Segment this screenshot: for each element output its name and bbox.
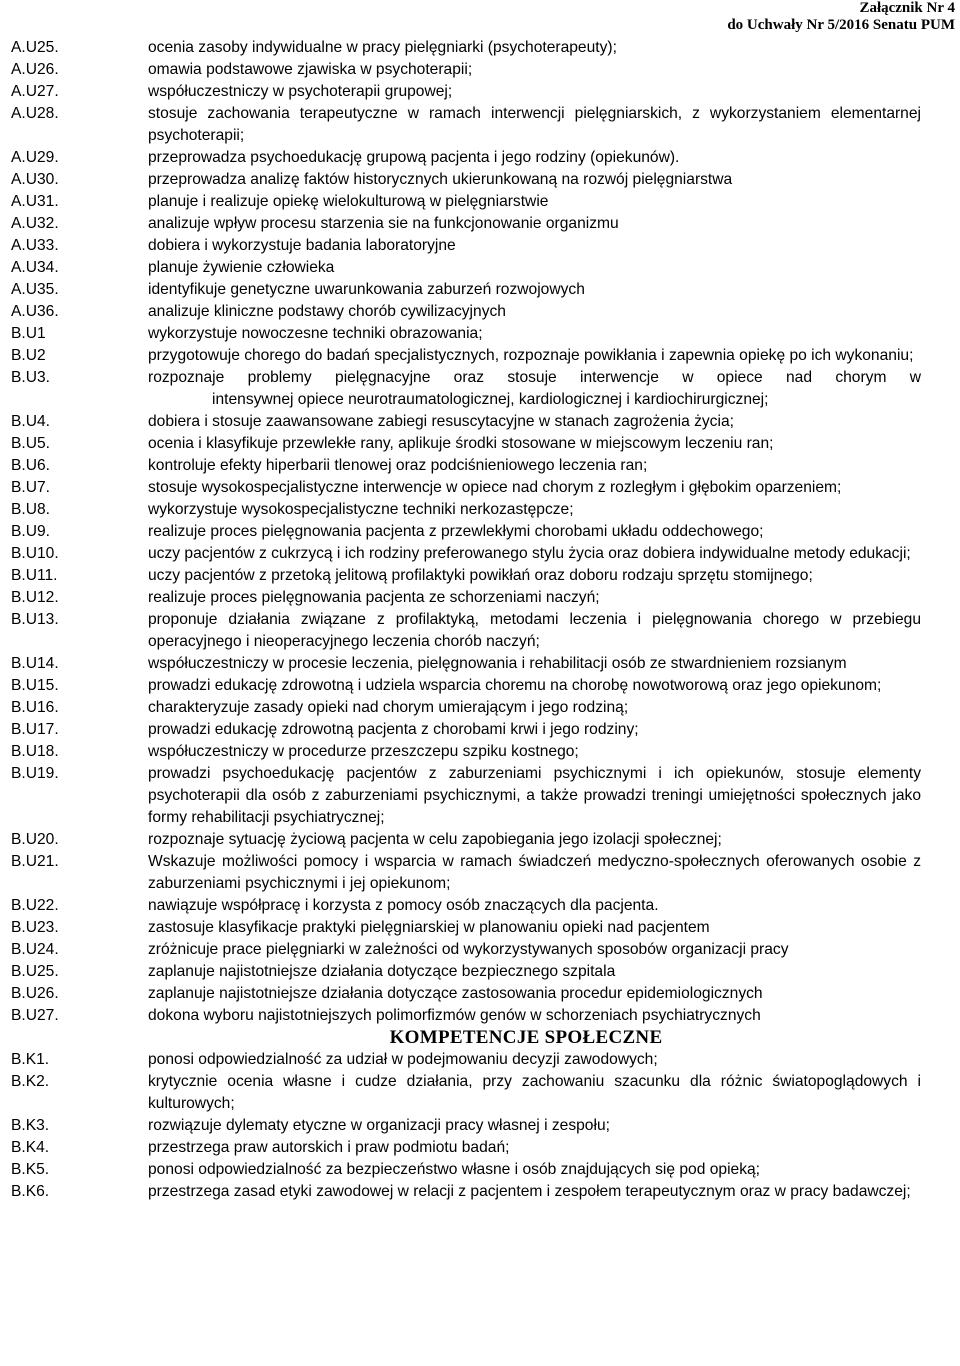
outcome-text: przeprowadza psychoedukację grupową pacjenta i jego rodziny (opiekunów). xyxy=(148,149,680,166)
outcome-code: A.U34. xyxy=(11,259,59,276)
outcome-code: B.U23. xyxy=(11,919,59,936)
outcome-text: krytycznie ocenia własne i cudze działania, przy zachowaniu szacunku dla różnic światopoglądowych i kulturowych; xyxy=(148,1073,921,1112)
outcome-code: B.U22. xyxy=(11,897,59,914)
list-item xyxy=(11,961,921,983)
section-title-social-competences: KOMPETENCJE SPOŁECZNE xyxy=(389,1027,663,1048)
outcome-code: B.U13. xyxy=(11,611,59,628)
outcome-text: planuje i realizuje opiekę wielokulturową w pielęgniarstwie xyxy=(148,193,549,210)
outcome-code: A.U30. xyxy=(11,171,59,188)
outcome-text: analizuje kliniczne podstawy chorób cywilizacyjnych xyxy=(148,303,506,320)
list-item xyxy=(11,1049,921,1071)
outcome-code: B.U19. xyxy=(11,765,59,782)
list-item xyxy=(11,345,921,367)
list-item xyxy=(11,895,921,917)
list-item xyxy=(11,1159,921,1181)
list-item xyxy=(11,301,921,323)
list-item xyxy=(11,433,921,455)
list-item xyxy=(11,697,921,719)
list-item xyxy=(11,235,921,257)
outcome-text: charakteryzuje zasady opieki nad chorym umierającym i jego rodziną; xyxy=(148,699,629,716)
outcome-code: A.U25. xyxy=(11,39,59,56)
header-resolution-label: do Uchwały Nr 5/2016 Senatu PUM xyxy=(727,17,955,33)
outcome-text: stosuje zachowania terapeutyczne w ramach interwencji pielęgniarskich, z wykorzystaniem elementarnej psychoterapii; xyxy=(148,105,921,144)
outcome-text: przygotowuje chorego do badań specjalistycznych, rozpoznaje powikłania i zapewnia opiekę po ich wykonaniu; xyxy=(148,347,914,364)
outcome-code: A.U29. xyxy=(11,149,59,166)
outcome-text: analizuje wpływ procesu starzenia sie na funkcjonowanie organizmu xyxy=(148,215,619,232)
outcome-code: B.U18. xyxy=(11,743,59,760)
list-item xyxy=(11,719,921,741)
list-item xyxy=(11,169,921,191)
outcome-text: zastosuje klasyfikacje praktyki pielęgniarskiej w planowaniu opieki nad pacjentem xyxy=(148,919,710,936)
list-item xyxy=(11,279,921,301)
outcome-text: ponosi odpowiedzialność za udział w podejmowaniu decyzji zawodowych; xyxy=(148,1051,658,1068)
outcome-text: przestrzega praw autorskich i praw podmiotu badań; xyxy=(148,1139,510,1156)
outcome-code: B.U21. xyxy=(11,853,59,870)
outcome-code: B.U20. xyxy=(11,831,59,848)
list-item xyxy=(11,323,921,345)
outcome-code: B.U6. xyxy=(11,457,50,474)
outcome-code: A.U26. xyxy=(11,61,59,78)
outcome-text: nawiązuje współpracę i korzysta z pomocy osób znaczących dla pacjenta. xyxy=(148,897,659,914)
list-item xyxy=(11,367,921,411)
outcome-text: proponuje działania związane z profilaktyką, metodami leczenia i pielęgnowania chorego w przebiegu operacyjnego i nieoperacyjnego leczenia chorób naczyń; xyxy=(148,611,921,650)
list-item xyxy=(11,81,921,103)
outcome-text: współuczestniczy w procesie leczenia, pielęgnowania i rehabilitacji osób ze stwardnieniem rozsianym xyxy=(148,655,847,672)
outcome-text: omawia podstawowe zjawiska w psychoterapii; xyxy=(148,61,473,78)
outcome-code: B.U17. xyxy=(11,721,59,738)
outcome-text-continued: intensywnej opiece neurotraumatologicznej, kardiologicznej i kardiochirurgicznej; xyxy=(212,391,769,408)
outcome-code: A.U27. xyxy=(11,83,59,100)
outcome-code: A.U33. xyxy=(11,237,59,254)
list-item xyxy=(11,565,921,587)
list-item xyxy=(11,257,921,279)
outcome-text: zróżnicuje prace pielęgniarki w zależności od wykorzystywanych sposobów organizacji pracy xyxy=(148,941,789,958)
outcome-text: dobiera i wykorzystuje badania laboratoryjne xyxy=(148,237,456,254)
outcome-text: planuje żywienie człowieka xyxy=(148,259,335,276)
list-item xyxy=(11,1115,921,1137)
header-annex-label: Załącznik Nr 4 xyxy=(859,0,955,16)
outcome-text: Wskazuje możliwości pomocy i wsparcia w ramach świadczeń medyczno-społecznych oferowanych osobie z zaburzeniami psychicznymi i jej opiekunom; xyxy=(148,853,921,892)
outcome-code: B.U3. xyxy=(11,369,50,386)
outcome-code: B.U24. xyxy=(11,941,59,958)
outcome-text: realizuje proces pielęgnowania pacjenta ze schorzeniami naczyń; xyxy=(148,589,600,606)
outcome-text: przestrzega zasad etyki zawodowej w relacji z pacjentem i zespołem terapeutycznym oraz w pracy badawczej; xyxy=(148,1183,911,1200)
outcome-code: B.U26. xyxy=(11,985,59,1002)
outcome-text: kontroluje efekty hiperbarii tlenowej oraz podciśnieniowego leczenia ran; xyxy=(148,457,648,474)
list-item xyxy=(11,521,921,543)
outcome-text: współuczestniczy w psychoterapii grupowej; xyxy=(148,83,453,100)
list-item xyxy=(11,1005,921,1027)
outcome-code: A.U32. xyxy=(11,215,59,232)
outcome-code: B.U14. xyxy=(11,655,59,672)
list-item xyxy=(11,543,921,565)
outcome-code: B.U16. xyxy=(11,699,59,716)
outcome-text: ponosi odpowiedzialność za bezpieczeństwo własne i osób znajdujących się pod opieką; xyxy=(148,1161,761,1178)
outcome-code: B.K4. xyxy=(11,1139,50,1156)
list-item xyxy=(11,191,921,213)
outcome-code: B.U25. xyxy=(11,963,59,980)
list-item xyxy=(11,1137,921,1159)
outcome-code: A.U36. xyxy=(11,303,59,320)
outcome-text: uczy pacjentów z cukrzycą i ich rodziny preferowanego stylu życia oraz dobiera indywidualne metody edukacji; xyxy=(148,545,911,562)
list-item xyxy=(11,983,921,1005)
list-item xyxy=(11,851,921,895)
outcome-code: B.U9. xyxy=(11,523,50,540)
learning-outcomes-list xyxy=(11,37,921,1203)
list-item xyxy=(11,653,921,675)
outcome-code: A.U28. xyxy=(11,105,59,122)
outcome-code: B.U10. xyxy=(11,545,59,562)
outcome-text: współuczestniczy w procedurze przeszczepu szpiku kostnego; xyxy=(148,743,579,760)
outcome-code: B.U12. xyxy=(11,589,59,606)
list-item xyxy=(11,455,921,477)
outcome-text: rozwiązuje dylematy etyczne w organizacji pracy własnej i zespołu; xyxy=(148,1117,610,1134)
outcome-code: B.U2 xyxy=(11,347,46,364)
outcome-code: B.U7. xyxy=(11,479,50,496)
list-item xyxy=(11,499,921,521)
outcome-code: A.U35. xyxy=(11,281,59,298)
outcome-code: B.U8. xyxy=(11,501,50,518)
outcome-code: B.U11. xyxy=(11,567,58,584)
list-item xyxy=(11,675,921,697)
outcome-text: uczy pacjentów z przetoką jelitową profilaktyki powikłań oraz doboru rodzaju sprzętu stomijnego; xyxy=(148,567,813,584)
outcome-code: A.U31. xyxy=(11,193,59,210)
document-header xyxy=(727,0,955,34)
outcome-text: ocenia i klasyfikuje przewlekłe rany, aplikuje środki stosowane w miejscowym leczeniu ran; xyxy=(148,435,774,452)
outcome-text: prowadzi edukację zdrowotną i udziela wsparcia choremu na chorobę nowotworową oraz jego opiekunom; xyxy=(148,677,882,694)
outcome-code: B.U1 xyxy=(11,325,46,342)
outcome-text: stosuje wysokospecjalistyczne interwencje w opiece nad chorym z rozległym i głębokim oparzeniem; xyxy=(148,479,842,496)
list-item xyxy=(11,829,921,851)
outcome-text: zaplanuje najistotniejsze działania dotyczące zastosowania procedur epidemiologicznych xyxy=(148,985,763,1002)
outcome-code: B.K5. xyxy=(11,1161,50,1178)
list-item xyxy=(11,411,921,433)
outcome-code: B.K6. xyxy=(11,1183,50,1200)
list-item xyxy=(11,587,921,609)
list-item xyxy=(11,741,921,763)
outcome-code: B.U27. xyxy=(11,1007,59,1024)
list-item xyxy=(11,103,921,147)
list-item xyxy=(11,1181,921,1203)
list-item xyxy=(11,59,921,81)
list-item xyxy=(11,147,921,169)
outcome-code: B.U15. xyxy=(11,677,59,694)
outcome-text: przeprowadza analizę faktów historycznych ukierunkowaną na rozwój pielęgniarstwa xyxy=(148,171,733,188)
outcome-code: B.U5. xyxy=(11,435,50,452)
list-item xyxy=(11,213,921,235)
outcome-code: B.K3. xyxy=(11,1117,50,1134)
outcome-code: B.K2. xyxy=(11,1073,50,1090)
outcome-text: zaplanuje najistotniejsze działania dotyczące bezpiecznego szpitala xyxy=(148,963,616,980)
list-item xyxy=(11,477,921,499)
list-item xyxy=(11,763,921,829)
outcome-text: dobiera i stosuje zaawansowane zabiegi resuscytacyjne w stanach zagrożenia życia; xyxy=(148,413,734,430)
outcome-text: rozpoznaje sytuację życiową pacjenta w celu zapobiegania jego izolacji społecznej; xyxy=(148,831,722,848)
list-item xyxy=(11,917,921,939)
outcome-text: wykorzystuje nowoczesne techniki obrazowania; xyxy=(148,325,483,342)
list-item xyxy=(11,37,921,59)
list-item xyxy=(11,609,921,653)
list-item xyxy=(11,939,921,961)
outcome-text: rozpoznaje problemy pielęgnacyjne oraz stosuje interwencje w opiece nad chorym w xyxy=(148,369,921,386)
outcome-text: identyfikuje genetyczne uwarunkowania zaburzeń rozwojowych xyxy=(148,281,585,298)
outcome-code: B.K1. xyxy=(11,1051,50,1068)
outcome-text: ocenia zasoby indywidualne w pracy pielęgniarki (psychoterapeuty); xyxy=(148,39,617,56)
outcome-text: realizuje proces pielęgnowania pacjenta z przewlekłymi chorobami układu oddechowego; xyxy=(148,523,764,540)
outcome-text: wykorzystuje wysokospecjalistyczne techniki nerkozastępcze; xyxy=(148,501,574,518)
outcome-code: B.U4. xyxy=(11,413,50,430)
outcome-text: dokona wyboru najistotniejszych polimorfizmów genów w schorzeniach psychiatrycznych xyxy=(148,1007,761,1024)
outcome-text: prowadzi edukację zdrowotną pacjenta z chorobami krwi i jego rodziny; xyxy=(148,721,639,738)
list-item xyxy=(11,1071,921,1115)
outcome-text: prowadzi psychoedukację pacjentów z zaburzeniami psychicznymi i ich opiekunów, stosuje elementy psychoterapii dla osób z zaburzeniami psychicznymi, a także prowadzi treningi umiejętności społecznych jako formy rehabilitacji psychiatrycznej; xyxy=(148,765,921,826)
